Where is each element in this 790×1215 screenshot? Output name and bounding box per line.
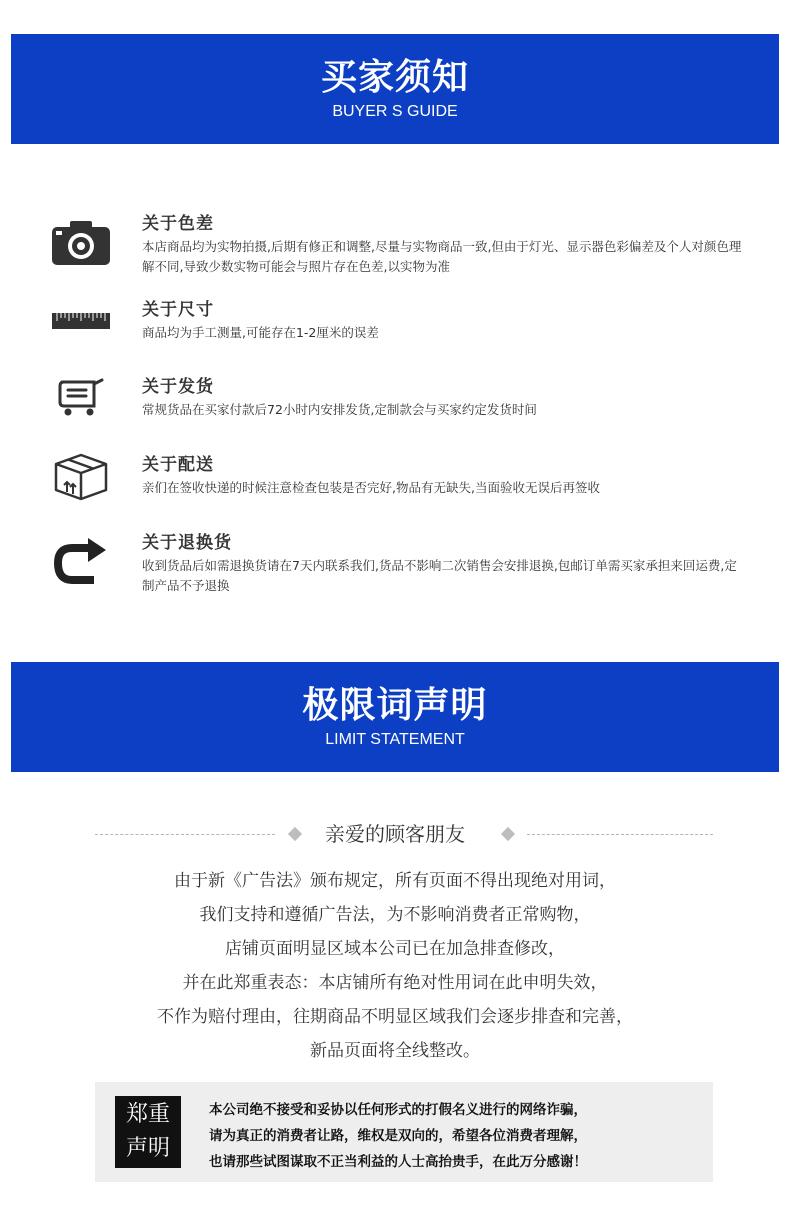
- guide-text: 亲们在签收快递的时候注意检查包装是否完好,物品有无缺失,当面验收无误后再签收: [142, 480, 600, 495]
- buyer-guide-banner: [11, 34, 779, 144]
- badge-line: 郑重: [125, 1102, 170, 1127]
- solemn-notice-badge: [115, 1096, 181, 1168]
- return-arrow-icon: [48, 538, 118, 588]
- solemn-notice-box: [95, 1082, 713, 1182]
- delivery-cart-icon: [48, 376, 118, 426]
- limit-statement-banner: [11, 662, 779, 772]
- statement-line: 由于新《广告法》颁布规定，所有页面不得出现绝对用词，: [174, 871, 616, 891]
- guide-text: 常规货品在买家付款后72小时内安排发货,定制款会与买家约定发货时间: [142, 402, 537, 417]
- solemn-notice-text: [209, 1097, 709, 1175]
- guide-title: 关于色差: [142, 214, 214, 234]
- limit-statement-title: 极限词声明: [302, 685, 488, 726]
- notice-line: 请为真正的消费者让路，维权是双向的，希望各位消费者理解，: [209, 1128, 587, 1144]
- guide-text: 商品均为手工测量,可能存在1-2厘米的误差: [142, 325, 379, 340]
- guide-title: 关于退换货: [142, 533, 232, 553]
- ruler-icon: [48, 309, 118, 359]
- guide-title: 关于发货: [142, 377, 214, 397]
- notice-line: 也请那些试图谋取不正当利益的人士高抬贵手，在此万分感谢！: [209, 1154, 587, 1170]
- guide-title: 关于配送: [142, 455, 214, 475]
- greeting-title: 亲爱的顾客朋友: [325, 822, 465, 846]
- guide-title: 关于尺寸: [142, 300, 214, 320]
- guide-text: 收到货品后如需退换货请在7天内联系我们,货品不影响二次销售会安排退换,包邮订单需买家承担来回运费,定制产品不予退换: [142, 558, 737, 593]
- statement-line: 店铺页面明显区域本公司已在加急排查修改，: [225, 939, 565, 959]
- statement-line: 并在此郑重表态：本店铺所有绝对性用词在此申明失效，: [182, 973, 608, 993]
- buyer-guide-title: 买家须知: [320, 57, 469, 98]
- statement-line: 不作为赔付理由，往期商品不明显区域我们会逐步排查和完善，: [157, 1007, 633, 1027]
- package-box-icon: [48, 452, 118, 502]
- statement-line: 新品页面将全线整改。: [310, 1041, 480, 1061]
- buyer-guide-subtitle: BUYER S GUIDE: [332, 103, 458, 120]
- limit-statement-subtitle: LIMIT STATEMENT: [325, 731, 465, 748]
- guide-text: 本店商品均为实物拍摄,后期有修正和调整,尽量与实物商品一致,但由于灯光、显示器色彩偏差及个人对颜色理解不同,导致少数实物可能会与照片存在色差,以实物为准: [142, 239, 742, 274]
- badge-line: 声明: [125, 1136, 170, 1161]
- divider-right: [527, 834, 713, 835]
- notice-line: 本公司绝不接受和妥协以任何形式的打假名义进行的网络诈骗，: [209, 1102, 587, 1118]
- statement-line: 我们支持和遵循广告法，为不影响消费者正常购物，: [199, 905, 591, 925]
- camera-icon: [48, 219, 118, 269]
